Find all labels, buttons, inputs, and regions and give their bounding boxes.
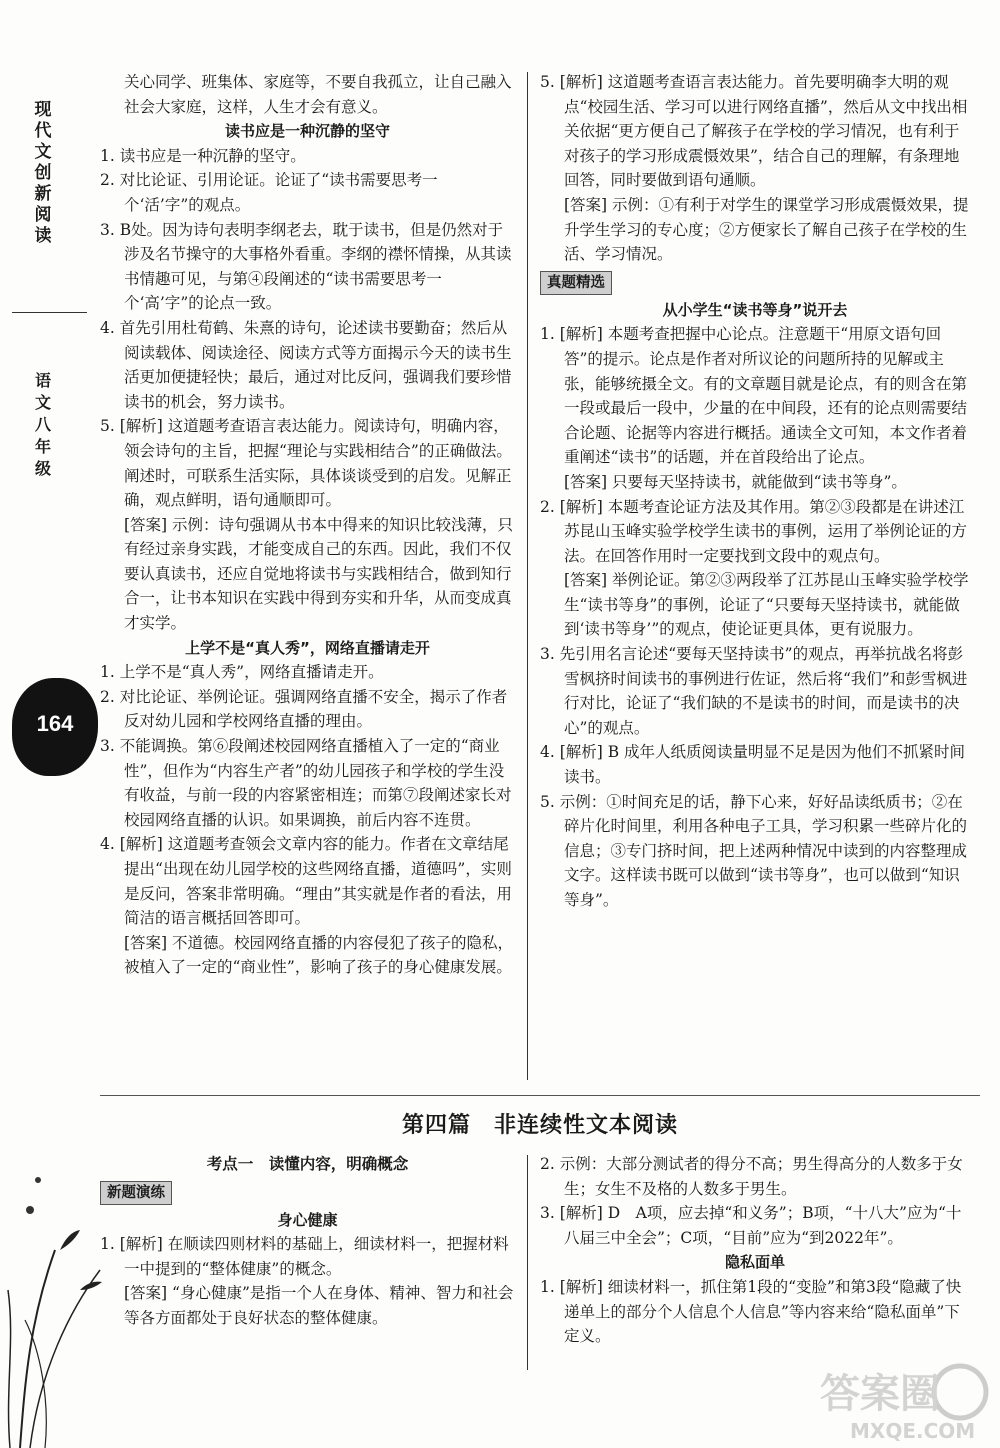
answer-item: 1. [解析] 细读材料一，抓住第1段的“变脸”和第3段“隐藏了快递单上的部分个人信息个人信息”等内容来给“隐私面单”下定义。 [540,1277,962,1346]
answer-item: 2. 示例：大部分测试者的得分不高；男生得高分的人数多于女生；女生不及格的人数多于男生。 [540,1155,963,1198]
section-rule [100,1095,980,1096]
watermark-url: MXQE.COM [850,1419,976,1442]
page-number: 164 [36,711,74,736]
bottom-right-column [540,1152,970,1349]
left-column [100,70,515,980]
answer-item: 1. [解析] 在顺读四则材料的基础上，细读材料一，把握材料一中提到的“整体健康”的概念。 [100,1235,509,1278]
article-subtitle: 从小学生“读书等身”说开去 [662,300,848,319]
answer-text: [答案] 不道德。校园网络直播的内容侵犯了孩子的隐私，被植入了一定的“商业性”，影响了孩子的身心健康发展。 [124,933,514,977]
answer-item: 4. [解析] B 成年人纸质阅读量明显不足是因为他们不抓紧时间读书。 [540,743,966,787]
article-subtitle: 隐私面单 [724,1253,785,1272]
answer-text: [答案] “身心健康”是指一个人在身体、精神、智力和社会等各方面都处于良好状态的整体健康。 [124,1284,514,1327]
column-divider-top [527,72,528,1080]
page-number-badge [12,678,98,776]
answer-text: [答案] 只要每天坚持读书，就能做到“读书等身”。 [564,472,907,491]
answer-item: 3. 不能调换。第⑥段阐述校园网络直播植入了一定的“商业性”，但作为“内容生产者”的幼儿园孩子和学校的学生没有收益，与前一段的内容紧密相连；而第⑦段阐述家长对校园网络直播的认识。如果调换，前后内容不连贯。 [100,737,512,829]
answer-item: 3. B处。因为诗句表明李纲老去，耽于读书，但是仍然对于涉及名节操守的大事格外看重。李纲的襟怀情操，从其读书情趣可见，与第④段阐述的“读书需要思考一个‘高’字”的论点一致。 [100,220,512,313]
book-title: 现代文创新阅读 [34,100,52,246]
watermark-logo [810,1362,990,1442]
article-subtitle: 上学不是“真人秀”，网络直播请走开 [185,638,430,657]
answer-item: 1. 读书应是一种沉静的坚守。 [100,146,306,165]
column-divider-bottom [527,1155,528,1370]
answer-item: 5. [解析] 这道题考查语言表达能力。阅读诗句，明确内容，领会诗句的主旨，把握“理论与实践相结合”的正确做法。阐述时，可联系生活实际，具体谈谈受到的启发。见解正确，观点鲜明，语句通顺即可。 [100,417,512,510]
answer-item: 5. 示例：①时间充足的话，静下心来，好好品读纸质书；②在碎片化时间里，利用各种电子工具，学习积累一些碎片化的信息；③专门挤时间，把上述两种情况中读到的内容整理成文字。这样读书既可以做到“读书等身”，也可以做到“知识等身”。 [540,792,968,909]
article-subtitle: 读书应是一种沉静的坚守 [224,122,390,141]
sidebar-divider [12,312,87,313]
section-tag: 真题精选 [540,271,612,295]
orchid-decoration-icon [0,1150,110,1448]
answer-text: [答案] 举例论证。第②③两段举了江苏昆山玉峰实验学校学生“读书等身”的事例，论证了“只要每天坚持读书，就能做到‘读书等身’”的观点，使论证更具体，更有说服力。 [564,571,969,639]
answer-item: 4. 首先引用杜荀鹤、朱熹的诗句，论述读书要勤奋；然后从阅读载体、阅读途径、阅读方式等方面揭示今天的读书生活更加便捷轻快；最后，通过对比反问，强调我们要珍惜读书的机会，努力读书。 [100,318,512,411]
answer-text: [答案] 示例：①有利于对学生的课堂学习形成震慑效果，提升学生学习的专心度；②方便家长了解自己孩子在学校的生活、学习情况。 [564,195,969,264]
answer-item: 3. 先引用名言论述“要每天坚持读书”的观点，再举抗战名将彭雪枫挤时间读书的事例进行佐证，然后将“我们”和彭雪枫进行对比，论证了“我们缺的不是读书的时间，而是读书的决心”的观点。 [540,645,968,737]
article-subtitle: 身心健康 [277,1210,338,1229]
answer-item: 4. [解析] 这道题考查领会文章内容的能力。作者在文章结尾提出“出现在幼儿园学校的这些网络直播，道德吗”，实则是反问，答案非常明确。“理由”其实就是作者的看法，用简洁的语言概括回答即可。 [100,835,512,928]
answer-item: 2. 对比论证、引用论证。论证了“读书需要思考一个‘活’字”的观点。 [100,171,438,214]
right-column [540,70,970,913]
answer-item: 2. 对比论证、举例论证。强调网络直播不安全，揭示了作者反对幼儿园和学校网络直播的理由。 [100,687,508,731]
section-title: 第四篇 非连续性文本阅读 [401,1113,678,1138]
bottom-left-column [100,1152,515,1331]
answer-item: 2. [解析] 本题考查论证方法及其作用。第②③段都是在讲述江苏昆山玉峰实验学校学生读书的事例，运用了举例论证的方法。在回答作用时一定要找到文段中的观点句。 [540,497,968,565]
watermark-text: 答案圈 [820,1371,940,1417]
topic-heading: 考点一 读懂内容，明确概念 [206,1155,409,1173]
answer-item: 1. [解析] 本题考查把握中心论点。注意题干“用原文语句回答”的提示。论点是作者对所议论的问题所持的见解或主张，能够统摄全文。有的文章题目就是论点，有的则含在第一段或最后一段中，少量的在中间段，还有的论点则需要结合论题、论据等内容进行概括。通读全文可知，本文作者着重阐述“读书”的话题，并在首段给出了论点。 [540,325,968,467]
answer-text: 关心同学、班集体、家庭等，不要自我孤立，让自己融入社会大家庭，这样，人生才会有意义。 [124,73,512,116]
subject-grade: 语文 八年级 [34,371,51,478]
answer-item: 3. [解析] D A项，应去掉“和义务”；B项，“十八大”应为“十八届三中全会”；C项，“目前”应为“到2022年”。 [540,1204,962,1247]
answer-item: 5. [解析] 这道题考查语言表达能力。首先要明确李大明的观点“校园生活、学习可以进行网络直播”，然后从文中找出相关依据“更方便自己了解孩子在学校的学习情况，也有利于对孩子的学习形成震慑效果”，结合自己的理解，有条理地回答，同时要做到语句通顺。 [540,73,968,190]
answer-text: [答案] 示例：诗句强调从书本中得来的知识比较浅薄，只有经过亲身实践，才能变成自己的东西。因此，我们不仅要认真读书，还应自觉地将读书与实践相结合，做到知行合一，让书本知识在实践中得到夯实和升华，从而变成真才实学。 [124,515,514,633]
section-tag: 新题演练 [100,1181,172,1205]
answer-item: 1. 上学不是“真人秀”，网络直播请走开。 [100,663,384,682]
